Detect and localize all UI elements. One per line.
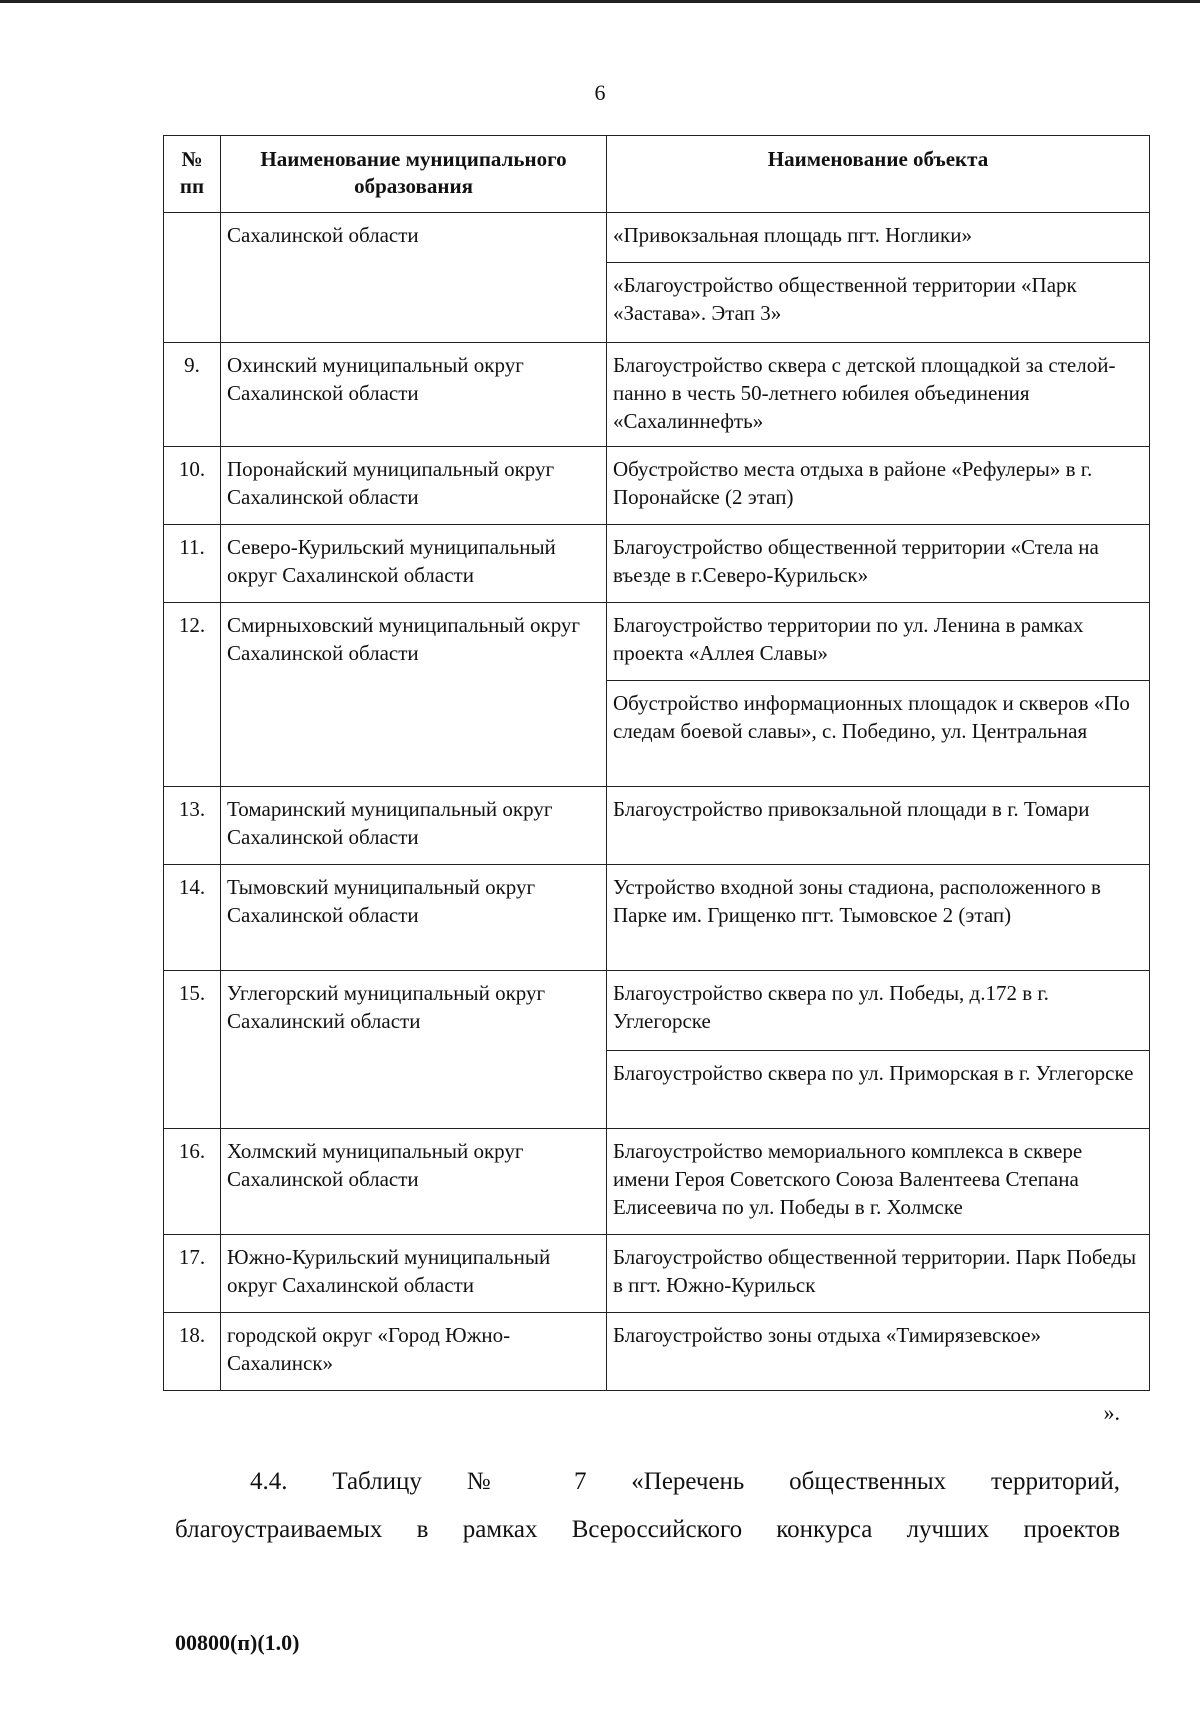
- object-name: Благоустройство привокзальной площади в г. Томари: [607, 787, 1150, 865]
- table-row: [164, 603, 1150, 681]
- object-name: Благоустройство сквера с детской площадкой за стелой-панно в честь 50-летнего юбилея объединения «Сахалиннефть»: [607, 343, 1150, 447]
- closing-quote-mark: ».: [1103, 1400, 1120, 1425]
- header-object: Наименование объекта: [607, 136, 1150, 213]
- amendment-paragraph: [175, 1458, 1120, 1554]
- row-number: 10.: [164, 447, 221, 525]
- object-name: Благоустройство территории по ул. Ленина в рамках проекта «Аллея Славы»: [607, 603, 1150, 681]
- paragraph-line-1: 4.4. Таблицу № 7 «Перечень общественных территорий,: [250, 1468, 1120, 1495]
- row-number: 9.: [164, 343, 221, 447]
- table-body: [164, 213, 1150, 1391]
- municipality-name: Северо-Курильский муниципальный округ Сахалинской области: [221, 525, 607, 603]
- table-header-row: [164, 136, 1150, 213]
- object-name: Обустройство информационных площадок и скверов «По следам боевой славы», с. Победино, ул. Центральная: [607, 681, 1150, 787]
- table-row: [164, 213, 1150, 263]
- municipality-name: городской округ «Город Южно-Сахалинск»: [221, 1313, 607, 1391]
- row-number: 14.: [164, 865, 221, 971]
- header-municipality: Наименование муниципального образования: [221, 136, 607, 213]
- page-number: 6: [594, 80, 606, 105]
- table-row: [164, 1129, 1150, 1235]
- paragraph-line-2: благоустраиваемых в рамках Всероссийского конкурса лучших проектов: [175, 1516, 1120, 1543]
- row-number: 17.: [164, 1235, 221, 1313]
- row-number: 15.: [164, 971, 221, 1129]
- object-name: Обустройство места отдыха в районе «Рефулеры» в г. Поронайске (2 этап): [607, 447, 1150, 525]
- object-name: «Привокзальная площадь пгт. Ноглики»: [607, 213, 1150, 263]
- table-row: [164, 447, 1150, 525]
- municipality-name: Охинский муниципальный округ Сахалинской области: [221, 343, 607, 447]
- municipality-name: Смирныховский муниципальный округ Сахалинской области: [221, 603, 607, 787]
- table-row: [164, 525, 1150, 603]
- object-name: Устройство входной зоны стадиона, расположенного в Парке им. Грищенко пгт. Тымовское 2 (этап): [607, 865, 1150, 971]
- row-number: 12.: [164, 603, 221, 787]
- row-number: 16.: [164, 1129, 221, 1235]
- object-name: Благоустройство общественной территории. Парк Победы в пгт. Южно-Курильск: [607, 1235, 1150, 1313]
- top-border-line: [0, 0, 1200, 3]
- municipality-name: Углегорский муниципальный округ Сахалинский области: [221, 971, 607, 1129]
- object-name: Благоустройство мемориального комплекса в сквере имени Героя Советского Союза Валентеева Степана Елисеевича по ул. Победы в г. Холмске: [607, 1129, 1150, 1235]
- municipality-name: Тымовский муниципальный округ Сахалинской области: [221, 865, 607, 971]
- municipality-name: Южно-Курильский муниципальный округ Сахалинской области: [221, 1235, 607, 1313]
- municipality-name: Холмский муниципальный округ Сахалинской области: [221, 1129, 607, 1235]
- table-row: [164, 865, 1150, 971]
- municipality-name: Сахалинской области: [221, 213, 607, 343]
- table-row: [164, 343, 1150, 447]
- object-name: Благоустройство зоны отдыха «Тимирязевское»: [607, 1313, 1150, 1391]
- document-code: 00800(п)(1.0): [175, 1630, 300, 1655]
- municipality-name: Поронайский муниципальный округ Сахалинской области: [221, 447, 607, 525]
- header-num: № пп: [164, 136, 221, 213]
- object-name: Благоустройство общественной территории «Стела на въезде в г.Северо-Курильск»: [607, 525, 1150, 603]
- table-row: [164, 1235, 1150, 1313]
- row-number: 18.: [164, 1313, 221, 1391]
- row-number: 11.: [164, 525, 221, 603]
- object-name: Благоустройство сквера по ул. Победы, д.172 в г. Углегорске: [607, 971, 1150, 1051]
- row-number: 13.: [164, 787, 221, 865]
- table-row: [164, 787, 1150, 865]
- objects-table: [163, 135, 1150, 1391]
- object-name: «Благоустройство общественной территории «Парк «Застава». Этап 3»: [607, 263, 1150, 343]
- object-name: Благоустройство сквера по ул. Приморская в г. Углегорске: [607, 1051, 1150, 1129]
- table-row: [164, 1313, 1150, 1391]
- table-row: [164, 971, 1150, 1051]
- municipality-name: Томаринский муниципальный округ Сахалинской области: [221, 787, 607, 865]
- row-number: [164, 213, 221, 343]
